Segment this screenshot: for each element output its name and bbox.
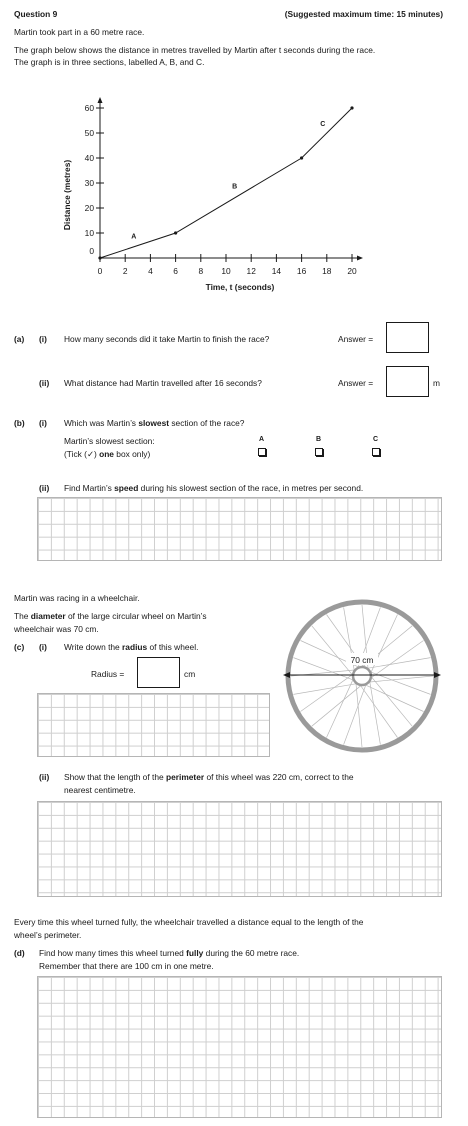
- part-c-label: (c): [14, 642, 25, 652]
- part-a-ii-question: What distance had Martin travelled after 16 seconds?: [64, 378, 262, 388]
- x-tick-label: 4: [148, 266, 153, 276]
- part-c-ii-question-line-2: nearest centimetre.: [64, 785, 136, 795]
- wheel-intro-line-1: Martin was racing in a wheelchair.: [14, 593, 140, 603]
- wheel-spoke: [356, 681, 362, 747]
- x-tick-label: 8: [198, 266, 204, 276]
- y-tick-label: 20: [84, 203, 94, 213]
- part-d-intro-line-2: wheel’s perimeter.: [14, 930, 82, 940]
- y-axis-arrowhead: [98, 97, 103, 103]
- intro-line-2: The graph below shows the distance in metres travelled by Martin after t seconds during the race.: [14, 45, 376, 55]
- part-a-ii-label: (ii): [39, 378, 50, 388]
- option-b-checkbox[interactable]: [315, 448, 323, 456]
- wheel-spoke: [359, 683, 397, 737]
- working-grid-b-ii[interactable]: [37, 497, 442, 561]
- distance-time-graph: [0, 90, 468, 302]
- radius-answer-box[interactable]: [137, 657, 180, 688]
- wheel-spoke: [301, 673, 355, 711]
- distance-line: [100, 108, 352, 258]
- option-b-label: B: [316, 436, 322, 443]
- x-tick-label: 6: [173, 266, 178, 276]
- part-b-i-question: Which was Martin’s slowest section of the race?: [64, 418, 245, 428]
- question-number: Question 9: [14, 9, 58, 19]
- working-grid-c-i[interactable]: [37, 693, 270, 757]
- intro-line-1: Martin took part in a 60 metre race.: [14, 27, 145, 37]
- x-tick-label: 14: [271, 266, 282, 276]
- part-a-i-question: How many seconds did it take Martin to finish the race?: [64, 334, 270, 344]
- y-tick-label: 60: [84, 103, 94, 113]
- working-grid-c-ii[interactable]: [37, 801, 442, 897]
- part-d-label: (d): [14, 948, 25, 958]
- wheel-spoke: [367, 676, 433, 682]
- section-label: A: [131, 233, 137, 241]
- y-axis-label: Distance (metres): [62, 159, 72, 231]
- part-a-i-label: (i): [39, 334, 47, 344]
- part-b-ii-question: Find Martin’s speed during his slowest section of the race, in metres per second.: [64, 483, 364, 493]
- data-point: [98, 256, 101, 259]
- part-d-question: Find how many times this wheel turned fully during the 60 metre race.: [39, 948, 300, 958]
- option-a-checkbox[interactable]: [258, 448, 266, 456]
- part-a-label: (a): [14, 334, 25, 344]
- working-grid-d[interactable]: [37, 976, 442, 1118]
- wheel-hub: [353, 667, 371, 685]
- x-tick-label: 0: [97, 266, 103, 276]
- part-a-ii-answer-box[interactable]: [386, 366, 429, 397]
- wheel-spokes: [291, 605, 433, 747]
- wheel-intro-line-3: wheelchair was 70 cm.: [14, 624, 99, 634]
- x-tick-label: 2: [122, 266, 128, 276]
- part-b-ii-label: (ii): [39, 483, 50, 493]
- wheel-intro-line-2: The diameter of the large circular wheel on Martin’s: [14, 611, 207, 621]
- radius-label: Radius =: [91, 669, 125, 679]
- x-axis-label: Time, t (seconds): [205, 282, 275, 292]
- x-tick-label: 10: [221, 266, 231, 276]
- part-d-question-line-2: Remember that there are 100 cm in one metre.: [39, 961, 214, 971]
- x-tick-label: 20: [347, 266, 357, 276]
- part-c-ii-question: Show that the length of the perimeter of this wheel was 220 cm, correct to the: [64, 772, 354, 782]
- x-tick-label: 16: [296, 266, 307, 276]
- part-a-i-answer-label: Answer =: [338, 334, 374, 344]
- diameter-label: 70 cm: [350, 655, 374, 665]
- x-axis-arrowhead: [357, 256, 363, 261]
- data-point: [350, 106, 353, 109]
- section-label: C: [320, 121, 326, 128]
- time-suggestion: (Suggested maximum time: 15 minutes): [284, 9, 443, 19]
- y-tick-label: 30: [84, 178, 94, 188]
- y-tick-label: 10: [84, 228, 94, 238]
- part-c-ii-label: (ii): [39, 772, 50, 782]
- part-a-i-answer-box[interactable]: [386, 322, 429, 353]
- x-tick-label: 12: [246, 266, 256, 276]
- wheel-rim: [288, 602, 436, 750]
- section-label: B: [232, 183, 238, 191]
- data-point: [174, 231, 177, 234]
- part-c-i-question: Write down the radius of this wheel.: [64, 642, 199, 652]
- tick-instruction: (Tick (✓) one box only): [64, 449, 151, 459]
- part-a-ii-unit: m: [433, 378, 440, 388]
- data-point: [300, 156, 303, 159]
- part-c-i-label: (i): [39, 642, 47, 652]
- part-b-i-label: (i): [39, 418, 47, 428]
- y-tick-label: 40: [84, 153, 94, 163]
- intro-line-3: The graph is in three sections, labelled A, B, and C.: [14, 57, 205, 67]
- x-tick-label: 18: [322, 266, 332, 276]
- part-b-label: (b): [14, 418, 25, 428]
- option-c-label: C: [373, 436, 379, 443]
- radius-unit: cm: [184, 669, 196, 679]
- y-tick-label: 0: [89, 246, 94, 256]
- wheel-diagram: [280, 597, 444, 757]
- option-a-label: A: [259, 436, 265, 443]
- part-a-ii-answer-label: Answer =: [338, 378, 374, 388]
- option-c-checkbox[interactable]: [372, 448, 380, 456]
- y-tick-label: 50: [84, 128, 94, 138]
- slowest-section-label: Martin’s slowest section:: [64, 436, 155, 446]
- part-d-intro-line-1: Every time this wheel turned fully, the wheelchair travelled a distance equal to the length of the: [14, 917, 364, 927]
